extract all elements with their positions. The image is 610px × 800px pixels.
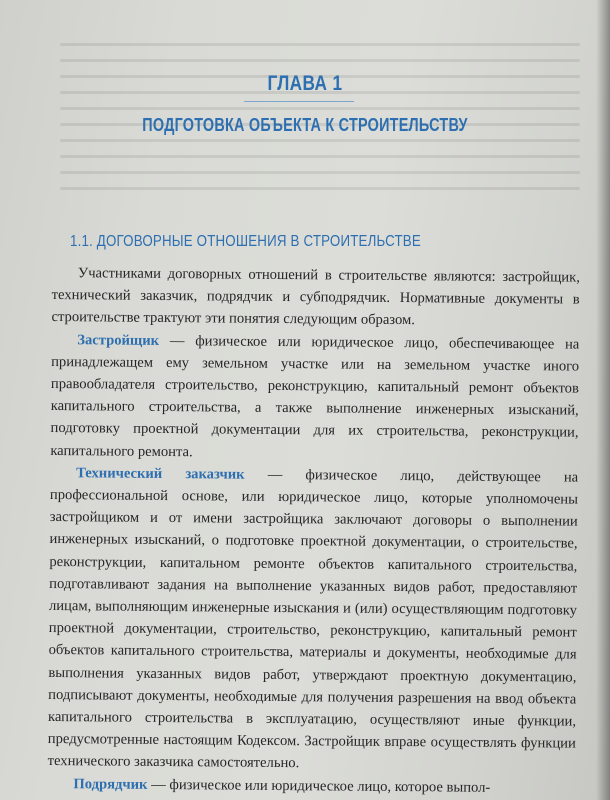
term-developer: Застройщик bbox=[77, 331, 160, 349]
term-contractor: Подрядчик bbox=[73, 775, 148, 793]
paragraph-text: — физическое лицо, действующее на профессиональной основе, или юридическое лицо, которые уполномочены застройщиком и от имени застройщика заключают договоры о выполнении инженерных изысканий, о подготовке проектной документации, о строительстве, реконструкции, капитальном ремонте объектов капитального строительства, подготавливают задания на выполнение указанных видов работ, предоставляют лицам, выполняющим инженерные изыскания и (или) осуществляющим подготовку проектной документации, строительство, реконструкцию, капитальный ремонт объектов капитального строительства, материалы и документы, необходимые для выполнения указанных видов работ, утверждают проектную документацию, подписывают документы, необходимые для получения разрешения на ввод объекта капитального строительства в эксплуатацию, осуществляют иные функции, предусмотренные настоящим Кодексом. Застройщик вправе осуществлять функции технического заказчика самостоятельно. bbox=[47, 466, 579, 772]
chapter-label: ГЛАВА 1 bbox=[267, 72, 343, 95]
section-heading: 1.1. ДОГОВОРНЫЕ ОТНОШЕНИЯ В СТРОИТЕЛЬСТВЕ bbox=[70, 233, 421, 250]
paragraph-intro bbox=[51, 262, 580, 333]
paragraph-text: Участниками договорных отношений в строительстве являются: застройщик, технический заказчик, подрядчик и субподрядчик. Нормативные документы в строительстве трактуют эти понятия следующим образом. bbox=[51, 265, 580, 329]
paragraph-developer bbox=[50, 329, 579, 467]
paragraph-contractor bbox=[47, 773, 575, 800]
paragraph-text: — физическое или юридическое лицо, обеспечивающее на принадлежащем ему земельном участке или на земельном участке иного правообладателя строительство, реконструкцию, капитальный ремонт объектов капитального строительства, а также выполнение инженерных изысканий, подготовку проектной документации для их строительства, реконструкции, капитального ремонта. bbox=[50, 332, 580, 460]
body-text bbox=[47, 262, 580, 799]
paragraph-technical-customer bbox=[48, 462, 579, 777]
paragraph-text: — физическое или юридическое лицо, которое выпол- bbox=[147, 776, 491, 796]
chapter-divider bbox=[244, 101, 354, 102]
chapter-title: ПОДГОТОВКА ОБЪЕКТА К СТРОИТЕЛЬСТВУ bbox=[142, 115, 468, 135]
term-technical-customer: Технический заказчик bbox=[76, 465, 245, 483]
page-edge-shadow bbox=[596, 0, 610, 800]
